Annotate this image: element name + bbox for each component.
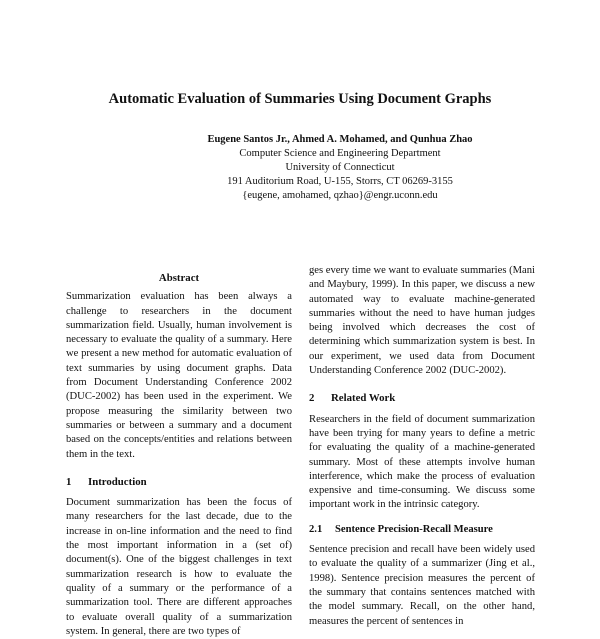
author-names: Eugene Santos Jr., Ahmed A. Mohamed, and Qunhua Zhao bbox=[207, 134, 473, 145]
related-work-text: Researchers in the field of document summarization have been trying for many years to define a metric for evaluating the quality of a machine-generated summary. Most of these attempts involve human interference, which make the process of evaluation expensive and time-consuming. We discuss some important work in the intrinsic category. bbox=[309, 413, 535, 511]
left-column bbox=[66, 271, 292, 639]
affiliation-university: University of Connecticut bbox=[285, 162, 395, 173]
section-number: 2 bbox=[309, 392, 315, 405]
subsection-title: Sentence Precision-Recall Measure bbox=[335, 523, 493, 535]
introduction-text: Document summarization has been the focus of many researchers for the last decade, due to the increase in on-line information and the need to find the most important information in a (set of) document(s). One of the biggest challenges in text summarization research is how to evaluate the quality of a summary or the performance of a summarization tool. There are different approaches to evaluate overall quality of a summarization system. In general, there are two types of bbox=[66, 497, 292, 637]
right-column bbox=[309, 264, 535, 629]
subsection-number: 2.1 bbox=[309, 523, 323, 535]
section-heading-related-work bbox=[309, 391, 535, 405]
affiliation-address: 191 Auditorium Road, U-155, Storrs, CT 06269-3155 bbox=[227, 176, 453, 187]
abstract-heading: Abstract bbox=[158, 272, 200, 284]
section-title: Related Work bbox=[331, 392, 396, 405]
abstract-text: Summarization evaluation has been always a challenge to researchers in the document summarization field. Usually, human involvement is necessary to evaluate the quality of a summary. Here we present a new method for automatic evaluation of text summaries by using document graphs. Data from Document Understanding Conference 2002 (DUC-2002) has been used in the experiment. We propose measuring the similarity between two summaries or between a summary and a document based on the concepts/entities and relations between them in the text. bbox=[66, 291, 292, 460]
section-heading-introduction bbox=[66, 475, 292, 489]
section-title: Introduction bbox=[88, 475, 147, 488]
section-number: 1 bbox=[66, 475, 72, 488]
affiliation-department: Computer Science and Engineering Department bbox=[239, 148, 441, 159]
introduction-continued-text: ges every time we want to evaluate summaries (Mani and Maybury, 1999). In this paper, we discuss a new automated way to evaluate machine-generated summaries without the need to have human judges being involved which decreases the cost of determining which summarization system is best. In our experiment, we used data from Document Understanding Conference 2002 (DUC-2002). bbox=[309, 265, 535, 377]
paper-title: Automatic Evaluation of Summaries Using Document Graphs bbox=[108, 91, 492, 107]
subsection-heading-precision-recall bbox=[309, 523, 535, 537]
affiliation-email: {eugene, amohamed, qzhao}@engr.uconn.edu bbox=[242, 190, 438, 201]
author-block bbox=[0, 133, 600, 203]
precision-recall-text: Sentence precision and recall have been widely used to evaluate the quality of a summarizer (Jing et al., 1998). Sentence precision measures the percent of the summary that contains sentences matched with the model summary. Recall, on the other hand, measures the percent of sentences in bbox=[309, 544, 535, 627]
